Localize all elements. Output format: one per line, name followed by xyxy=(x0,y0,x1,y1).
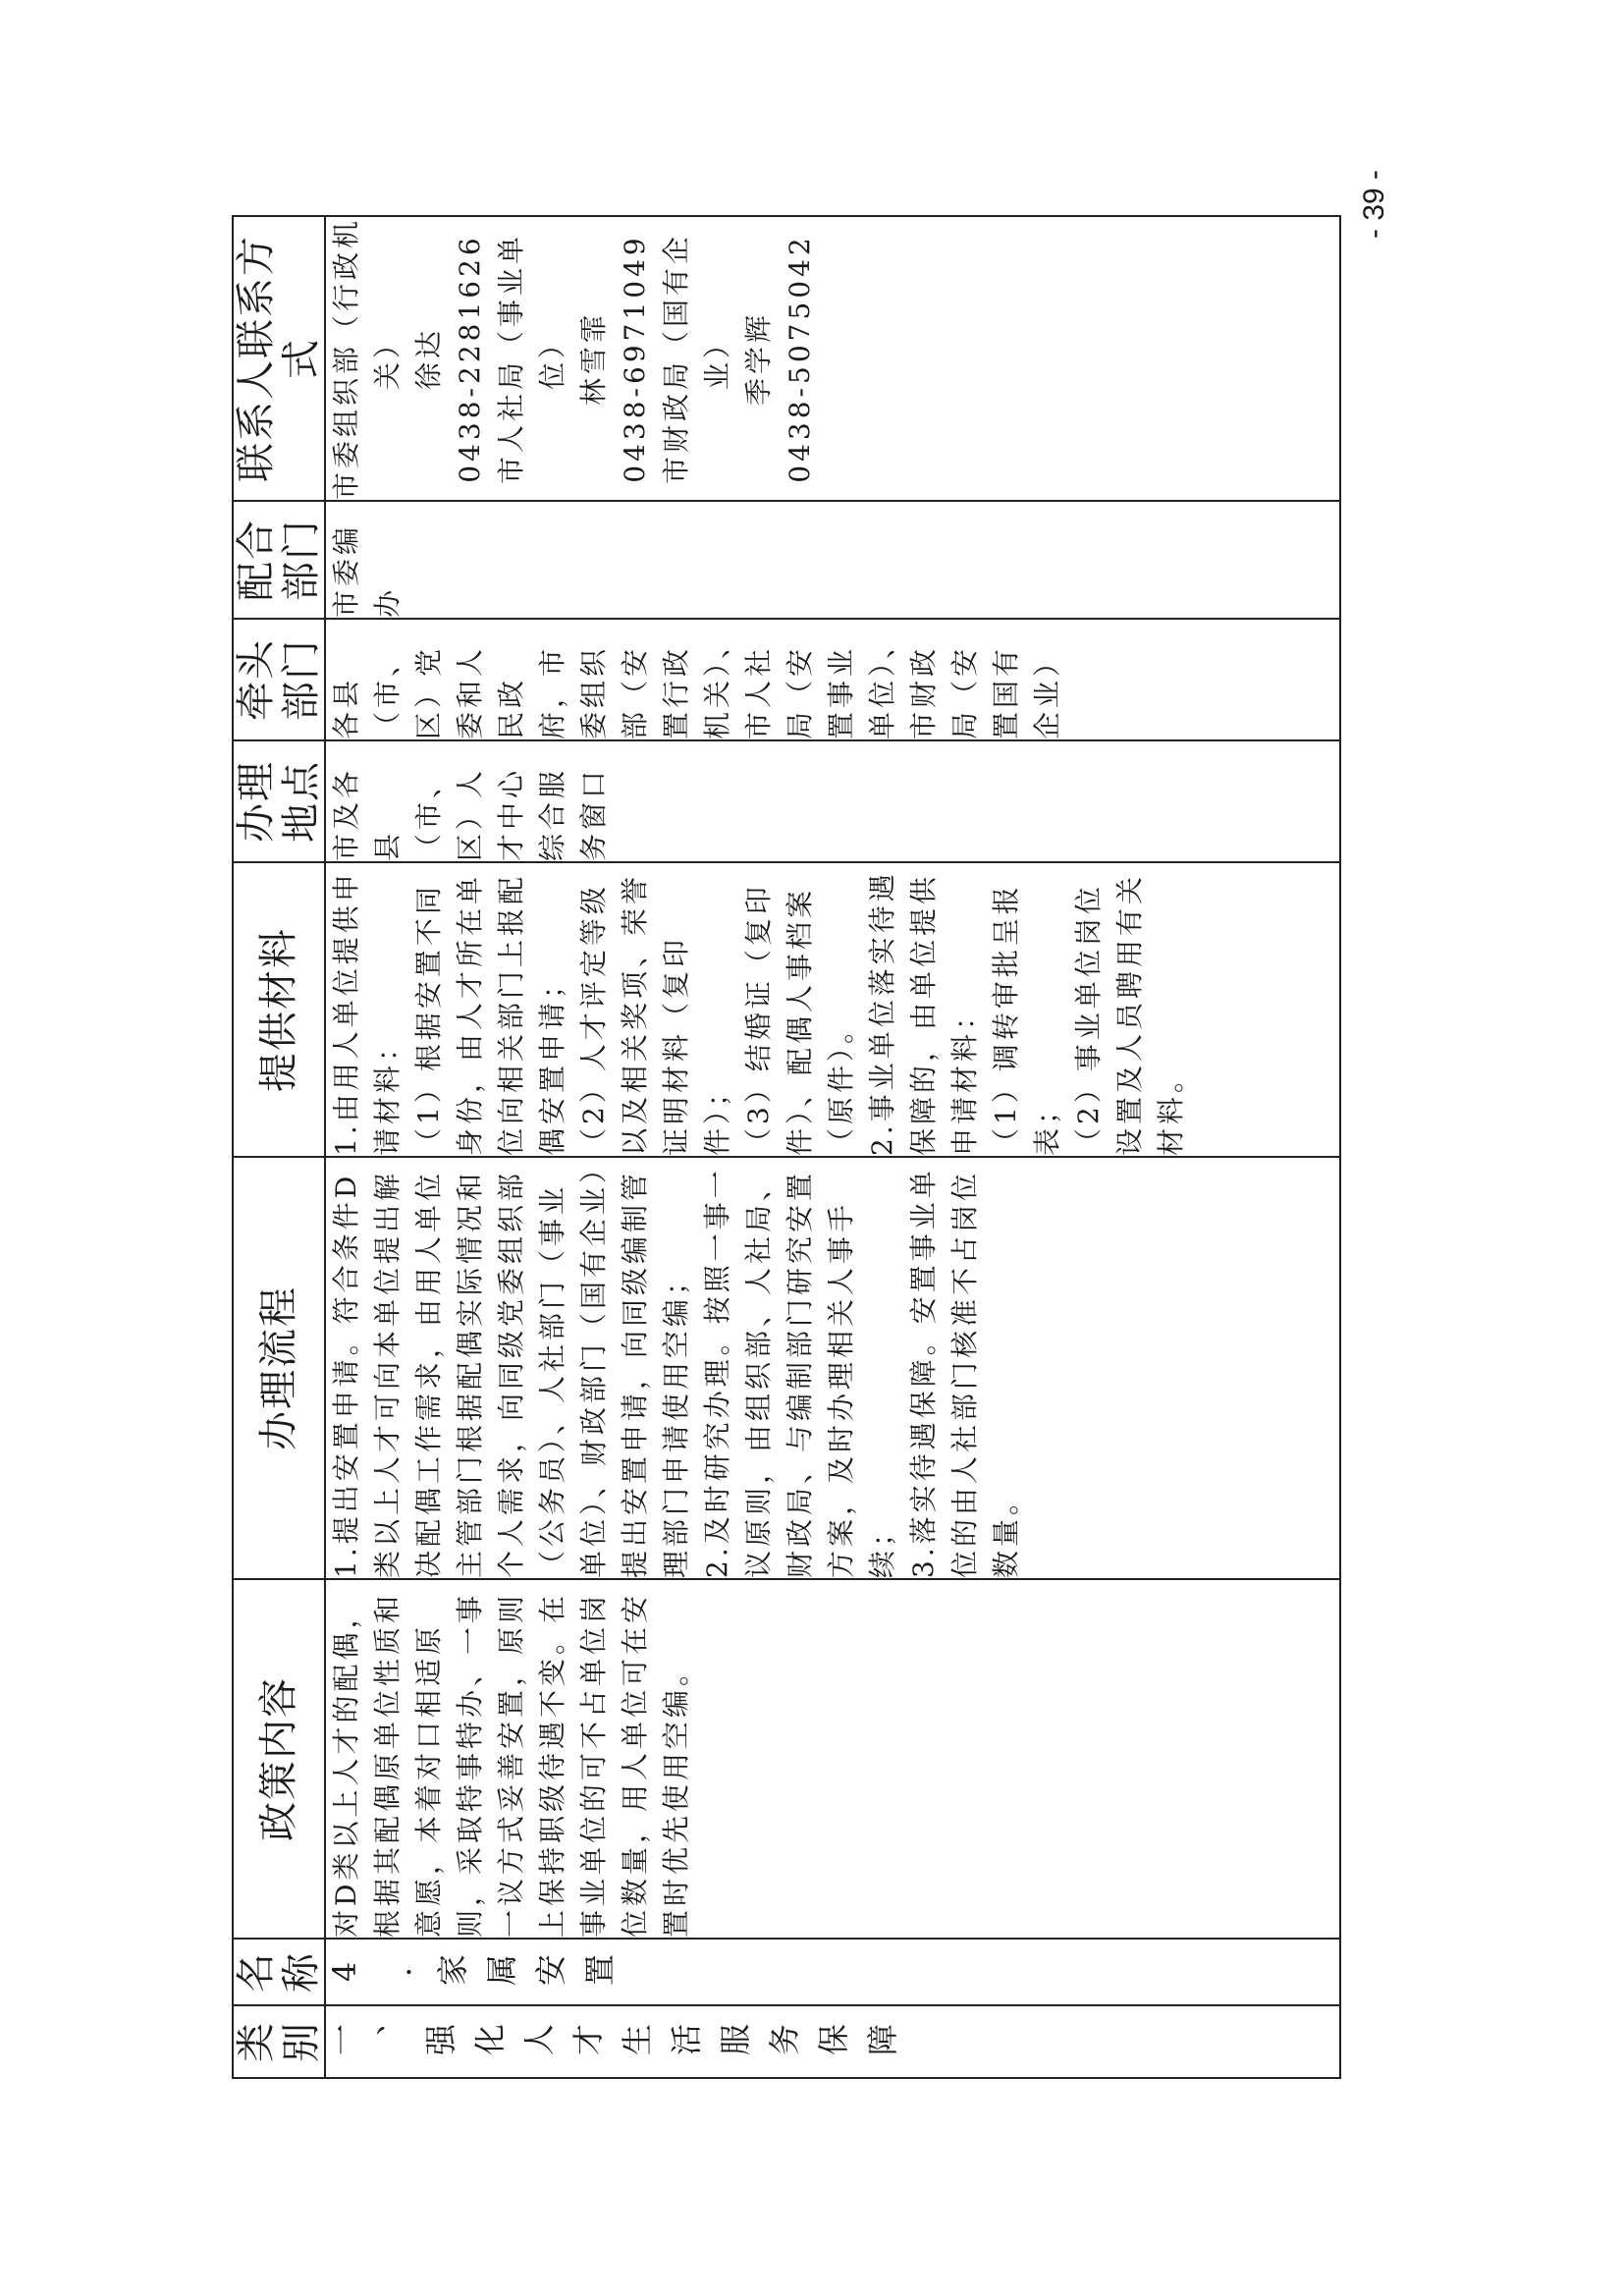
cell-process xyxy=(325,1157,1340,1579)
policy-table xyxy=(232,215,1341,2079)
header-coop-dept: 配合部门 xyxy=(233,501,325,619)
policy-text: 对D类以上人才的配偶，根据其配偶原单位性质和意愿，本着对口相适原则，采取特事特办、一事一议方式妥善安置，原则上保持职级待遇不变。在事业单位的可不占单位岗位数量，用人单位可在安置时优先使用空编。 xyxy=(330,1591,692,1938)
header-contact: 联系人联系方式 xyxy=(233,216,325,501)
header-name: 名称 xyxy=(233,1939,325,2005)
cell-category xyxy=(325,2005,1340,2078)
contact-text: 市委组织部（行政机关） 徐达 0438-2281626 市人社局（事业单位） 林雪霏 0438-6971049 市财政局（国有企业） 季学辉 0438-5075042 xyxy=(330,216,816,500)
coop-dept-text: 市委编办 xyxy=(330,522,404,618)
process-text: 1.提出安置申请。符合条件D类以上人才可向本单位提出解决配偶工作需求，由用人单位主管部门根据配偶实际情况和个人需求，向同级党委组织部（公务员）、人社部门（事业单位）、财政部门（国有企业）提出安置申请，向同级编制管理部门申请使用空编； 2.及时研究办理。按照一事一议原则，由组织部、人社局、财政局、与编制部门研究安置方案，及时办理相关人事手续； 3.落实待遇保障。安置事业单位的由人社部门核准不占岗位数量。 xyxy=(330,1165,1022,1578)
header-category: 类别 xyxy=(233,2005,325,2078)
place-text: 市及各县（市、区）人才中心综合服务窗口 xyxy=(330,766,610,861)
cell-name xyxy=(325,1939,1340,2005)
lead-dept-text: 各县（市、区）党委和人民政府，市委组织部（安置行政机关）、市人社局（安置事业单位）、市财政局（安置国有企业） xyxy=(330,627,1063,739)
page-number: - 39 - xyxy=(1358,169,1390,239)
header-policy: 政策内容 xyxy=(233,1579,325,1939)
rotated-table-wrapper xyxy=(232,217,1341,2079)
table-header-row xyxy=(233,216,325,2078)
header-place: 办理地点 xyxy=(233,740,325,862)
cell-contact xyxy=(325,216,1340,501)
materials-text: 1.由用人单位提供申请材料： （1）根据安置不同身份，由人才所在单位向相关部门上报配偶安置申请； （2）人才评定等级以及相关奖项、荣誉证明材料（复印件）； （3）结婚证（复印件）、配偶人事档案（原件）。 2.事业单位落实待遇保障的，由单位提供申请材料： （1）调转审批呈报表； （2）事业单位岗位设置及人员聘用有关材料。 xyxy=(330,870,1187,1156)
name-text: 4.家属安置 xyxy=(326,1953,632,1991)
category-text: 一、强化人才生活服务保障 xyxy=(326,2023,915,2060)
cell-place xyxy=(325,740,1340,862)
cell-materials xyxy=(325,862,1340,1157)
header-lead-dept: 牵头部门 xyxy=(233,619,325,740)
cell-lead-dept xyxy=(325,619,1340,740)
cell-coop-dept xyxy=(325,501,1340,619)
header-materials: 提供材料 xyxy=(233,862,325,1157)
cell-policy xyxy=(325,1579,1340,1939)
header-process: 办理流程 xyxy=(233,1157,325,1579)
table-row xyxy=(325,216,1340,2078)
